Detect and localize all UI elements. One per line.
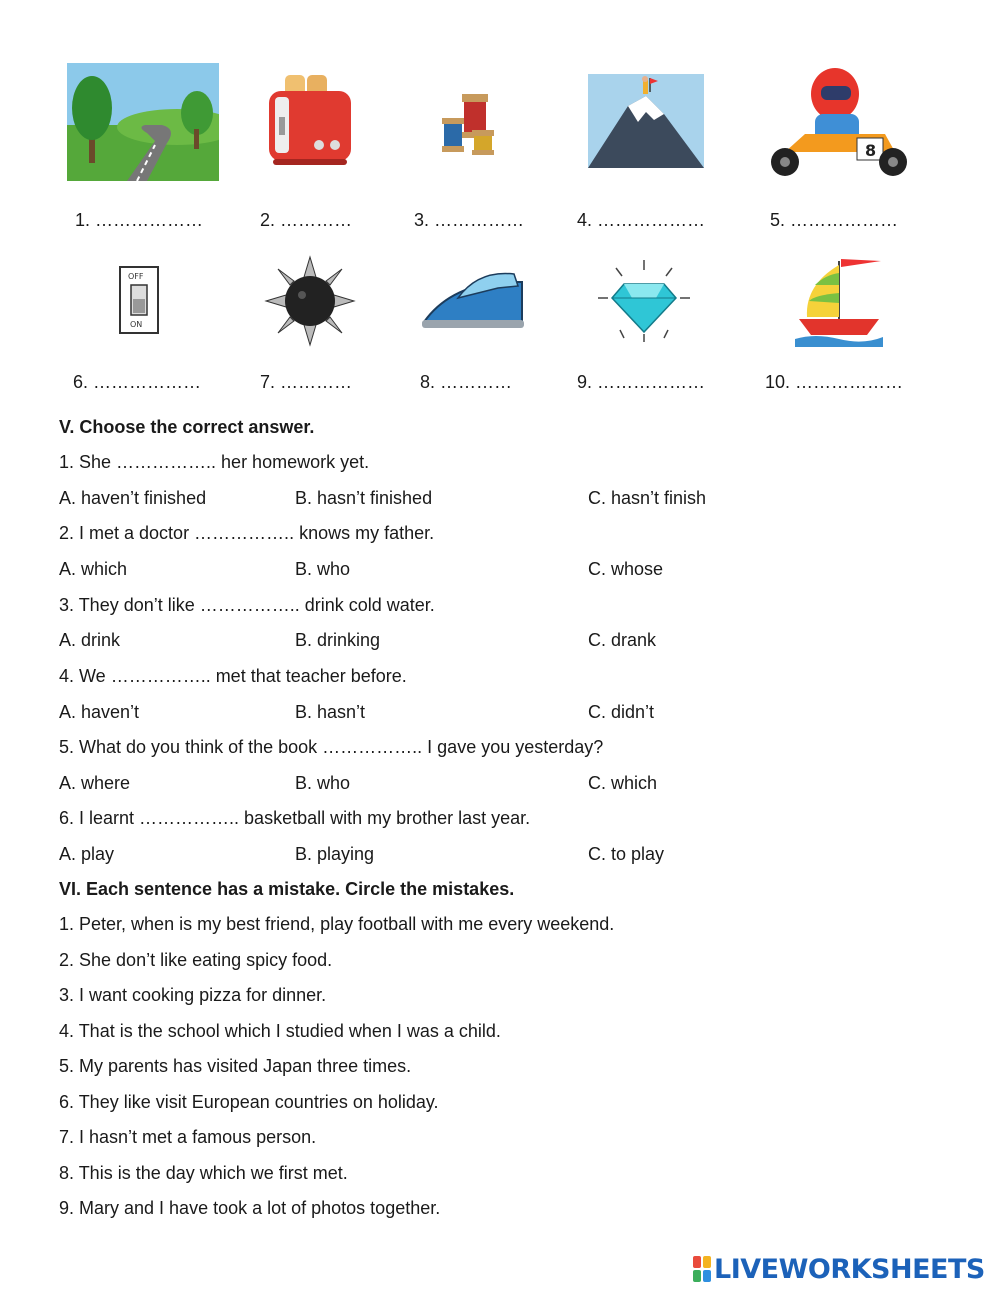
- clothes-iron-icon: [418, 268, 526, 330]
- q1-option-c[interactable]: C. hasn’t finish: [588, 488, 707, 508]
- q3-option-c[interactable]: C. drank: [588, 630, 657, 650]
- mistake-sentence-4[interactable]: 4. That is the school which I studied when I was a child.: [59, 1021, 501, 1041]
- q1-option-b[interactable]: B. hasn’t finished: [295, 488, 433, 508]
- image-10-answer-blank[interactable]: 10. ………………: [765, 372, 904, 392]
- image-8-answer-blank[interactable]: 8. …………: [420, 372, 513, 392]
- mistake-sentence-9[interactable]: 9. Mary and I have took a lot of photos together.: [59, 1198, 441, 1218]
- question-5: 5. What do you think of the book …………….. I gave you yesterday?: [59, 737, 604, 757]
- q3-option-a[interactable]: A. drink: [59, 630, 121, 650]
- question-3: 3. They don’t like …………….. drink cold water.: [59, 595, 435, 615]
- question-4: 4. We …………….. met that teacher before.: [59, 666, 407, 686]
- logo-badge-icon: [693, 1256, 711, 1282]
- q2-option-c[interactable]: C. whose: [588, 559, 664, 579]
- toaster-icon: [263, 73, 355, 169]
- q4-option-c[interactable]: C. didn’t: [588, 702, 655, 722]
- svg-text:8: 8: [865, 141, 877, 160]
- diamond-icon: [594, 258, 694, 344]
- mistake-sentence-5[interactable]: 5. My parents has visited Japan three times.: [59, 1056, 412, 1076]
- mistake-sentence-3[interactable]: 3. I want cooking pizza for dinner.: [59, 985, 327, 1005]
- svg-text:OFF: OFF: [128, 272, 144, 281]
- question-6: 6. I learnt …………….. basketball with my brother last year.: [59, 808, 531, 828]
- spiked-ball-icon: [264, 255, 356, 347]
- q6-option-a[interactable]: A. play: [59, 844, 115, 864]
- image-5-answer-blank[interactable]: 5. ………………: [770, 210, 899, 230]
- image-7-answer-blank[interactable]: 7. …………: [260, 372, 353, 392]
- q2-option-a[interactable]: A. which: [59, 559, 128, 579]
- q5-option-a[interactable]: A. where: [59, 773, 131, 793]
- mistake-sentence-7[interactable]: 7. I hasn’t met a famous person.: [59, 1127, 317, 1147]
- question-2: 2. I met a doctor …………….. knows my father.: [59, 523, 435, 543]
- image-2-answer-blank[interactable]: 2. …………: [260, 210, 353, 230]
- mistake-sentence-6[interactable]: 6. They like visit European countries on holiday.: [59, 1092, 439, 1112]
- q5-option-b[interactable]: B. who: [295, 773, 351, 793]
- mistake-sentence-8[interactable]: 8. This is the day which we first met.: [59, 1163, 348, 1183]
- logo-text: LIVEWORKSHEETS: [714, 1253, 985, 1285]
- q5-option-c[interactable]: C. which: [588, 773, 658, 793]
- q6-option-b[interactable]: B. playing: [295, 844, 375, 864]
- image-9-answer-blank[interactable]: 9. ………………: [577, 372, 706, 392]
- section-vi-heading: VI. Each sentence has a mistake. Circle the mistakes.: [59, 879, 515, 899]
- section-v-heading: V. Choose the correct answer.: [59, 417, 315, 437]
- sailboat-icon: [795, 255, 883, 347]
- q6-option-c[interactable]: C. to play: [588, 844, 665, 864]
- road-landscape-icon: [67, 63, 219, 181]
- image-1-answer-blank[interactable]: 1. ………………: [75, 210, 204, 230]
- q2-option-b[interactable]: B. who: [295, 559, 351, 579]
- question-1: 1. She …………….. her homework yet.: [59, 452, 370, 472]
- go-kart-racer-icon: [745, 64, 929, 180]
- mistake-sentence-2[interactable]: 2. She don’t like eating spicy food.: [59, 950, 333, 970]
- q4-option-b[interactable]: B. hasn’t: [295, 702, 366, 722]
- q4-option-a[interactable]: A. haven’t: [59, 702, 140, 722]
- liveworksheets-logo: [693, 1252, 985, 1286]
- image-3-answer-blank[interactable]: 3. ……………: [414, 210, 525, 230]
- light-switch-icon: [118, 265, 160, 335]
- mountain-peak-icon: [588, 74, 704, 168]
- q1-option-a[interactable]: A. haven’t finished: [59, 488, 207, 508]
- image-4-answer-blank[interactable]: 4. ………………: [577, 210, 706, 230]
- thread-spools-icon: [434, 90, 512, 156]
- svg-text:ON: ON: [130, 320, 143, 329]
- q3-option-b[interactable]: B. drinking: [295, 630, 381, 650]
- mistake-sentence-1[interactable]: 1. Peter, when is my best friend, play football with me every weekend.: [59, 914, 615, 934]
- image-6-answer-blank[interactable]: 6. ………………: [73, 372, 202, 392]
